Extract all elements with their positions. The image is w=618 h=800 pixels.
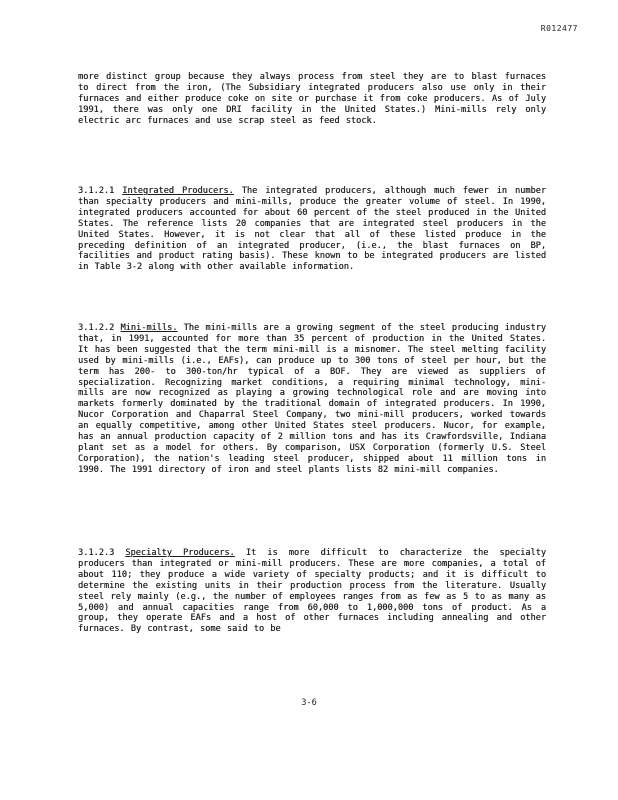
paragraph-mini-mills: [78, 323, 546, 476]
section-heading: Integrated Producers.: [122, 186, 234, 196]
section-number: 3.1.2.3: [78, 548, 126, 558]
paragraph-text: The integrated producers, although much fewer in number than specialty producers and mini-mills, produce the greater volume of steel. In 1990, integrated producers accounted for about 60 percent of the steel produced in the United States. The reference lists 20 companies that are integrated steel producers in the United States. However, it is not clear that all of these listed produce in the preceding definition of an integrated producer, (i.e., the blast furnaces on BP, facilities and product rating basis). These known to be integrated producers are listed in Table 3-2 along with other available information.: [78, 186, 546, 273]
paragraph-integrated-producers: [78, 186, 546, 273]
section-number: 3.1.2.2: [78, 323, 121, 333]
paragraph-intro: [78, 72, 546, 127]
paragraph-specialty-producers: [78, 548, 546, 635]
paragraph-text: The mini-mills are a growing segment of the steel producing industry that, in 1991, accounted for more than 35 percent of production in the United States. It has been suggested that the term mini-mill is a misnomer. The steel melting facility used by mini-mills (i.e., EAFs), can produce up to 300 tons of steel per hour, but the term has 200- to 300-ton/hr typical of a BOF. They are viewed as suppliers of specialization. Recognizing market conditions, a requiring minimal technology, mini-mills are now recognized as playing a growing technological role and are moving into markets formerly dominated by the traditional domain of integrated producers. In 1990, Nucor Corporation and Chaparral Steel Company, two mini-mill producers, worked towards an equally competitive, among other United States steel producers. Nucor, for example, has an annual production capacity of 2 million tons and has its Crawfordsville, Indiana plant set as a model for others. By comparison, USX Corporation (formerly U.S. Steel Corporation), the nation's leading steel producer, shipped about 11 million tons in 1990. The 1991 directory of iron and steel plants lists 82 mini-mill companies.: [78, 323, 546, 475]
document-id: R012477: [540, 24, 578, 33]
section-heading: Mini-mills.: [120, 323, 178, 333]
paragraph-text: It is more difficult to characterize the specialty producers than integrated or mini-mill producers. These are more companies, a total of about 110; they produce a wide variety of specialty products; and it is difficult to determine the existing units in their production process from the literature. Usually steel rely mainly (e.g., the number of employees ranges from as few as 5 to as many as 5,000) and annual capacities range from 60,000 to 1,000,000 tons of product. As a group, they operate EAFs and a host of other furnaces including annealing and other furnaces. By contrast, some said to be: [78, 548, 546, 635]
section-heading: Specialty Producers.: [125, 548, 235, 558]
page-number: 3-6: [301, 698, 317, 708]
section-number: 3.1.2.1: [78, 186, 123, 196]
paragraph-text: more distinct group because they always process from steel they are to blast furnaces to direct from the iron, (The Subsidiary integrated producers also use only in their furnaces and either produce coke on site or purchase it from coke producers. As of July 1991, there was only one DRI facility in the United States.) Mini-mills rely only electric arc furnaces and use scrap steel as feed stock.: [78, 72, 546, 126]
